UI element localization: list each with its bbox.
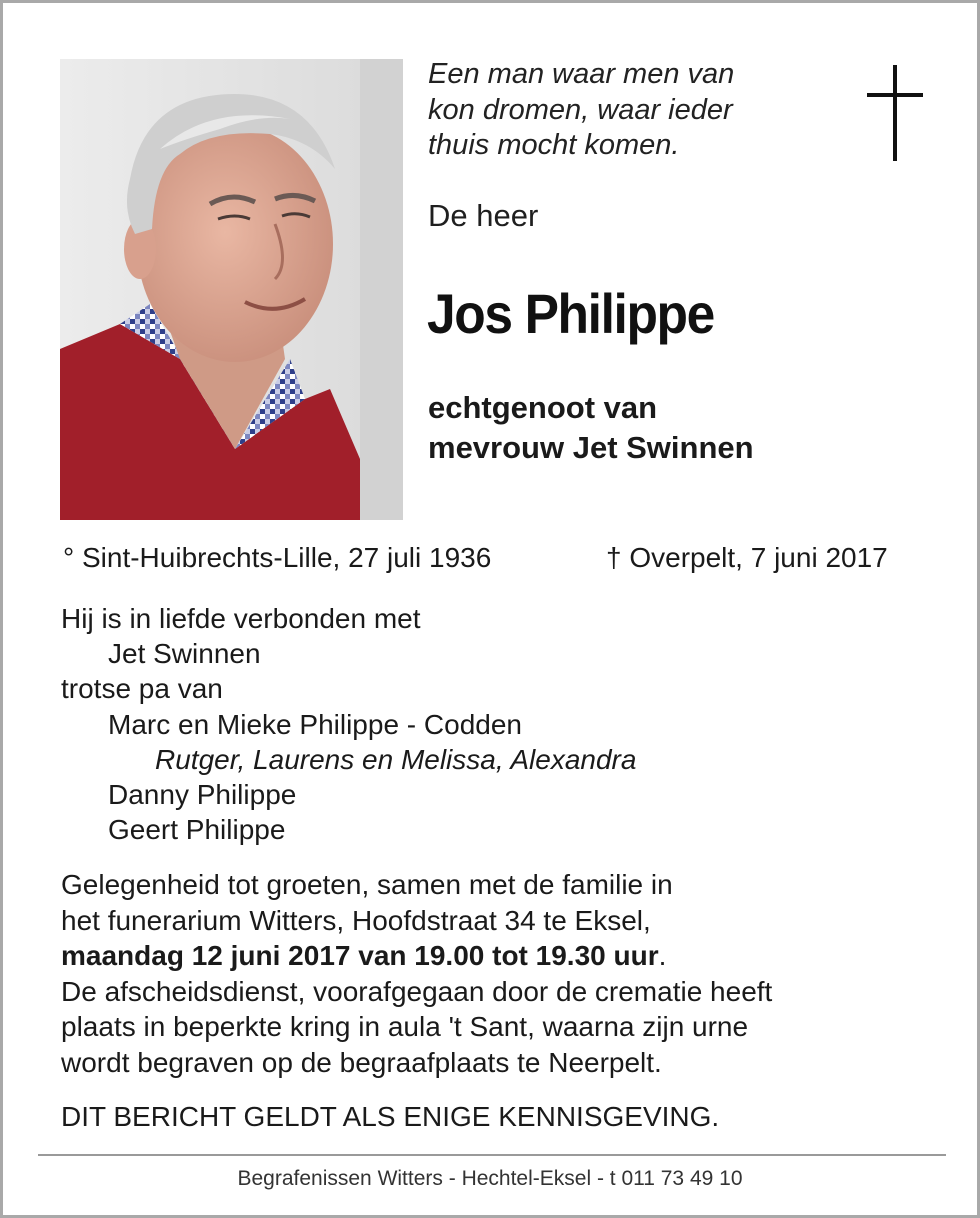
memorial-quote [428,57,808,164]
visitation-line: Gelegenheid tot groeten, samen met de familie in [61,869,673,900]
visitation-date-end: . [658,940,667,971]
visitation-info [61,867,772,1080]
family-list [61,601,636,847]
spouse-line: mevrouw Jet Swinnen [428,430,754,465]
child-name: Marc en Mieke Philippe - Codden [108,708,522,740]
funeral-home-footer: Begrafenissen Witters - Hechtel-Eksel - t 011 73 49 10 [237,1167,743,1190]
spouse-info [428,388,754,468]
visitation-date-line [61,938,772,974]
children-intro: trotse pa van [61,673,223,705]
honorific: De heer [428,198,539,233]
cross-icon [865,63,925,163]
visitation-date: maandag 12 juni 2017 van 19.00 tot 19.30 uur [61,940,659,971]
family-intro: Hij is in liefde verbonden met [61,603,421,634]
deceased-name: Jos Philippe [427,282,714,345]
official-notice: DIT BERICHT GELDT ALS ENIGE KENNISGEVING. [61,1101,720,1132]
birth-info: ° Sint-Huibrechts-Lille, 27 juli 1936 [63,542,492,573]
child-name: Danny Philippe [108,779,297,811]
quote-line: kon dromen, waar ieder [428,93,733,126]
service-line: De afscheidsdienst, voorafgegaan door de crematie heeft [61,975,773,1007]
visitation-line: het funerarium Witters, Hoofdstraat 34 te Eksel, [61,904,651,936]
portrait-illustration [60,59,403,520]
grandchildren-names: Rutger, Laurens en Melissa, Alexandra [155,743,637,775]
divider [38,1154,946,1156]
service-line: plaats in beperkte kring in aula 't Sant, waarna zijn urne [61,1011,749,1042]
portrait-photo [60,59,403,520]
quote-line: thuis mocht komen. [428,129,680,161]
child-name: Geert Philippe [108,814,286,846]
quote-line: Een man waar men van [428,58,735,90]
partner-name: Jet Swinnen [108,638,261,670]
service-line: wordt begraven op de begraafplaats te Neerpelt. [61,1046,662,1078]
spouse-line: echtgenoot van [428,390,658,425]
death-info: † Overpelt, 7 juni 2017 [606,542,888,573]
